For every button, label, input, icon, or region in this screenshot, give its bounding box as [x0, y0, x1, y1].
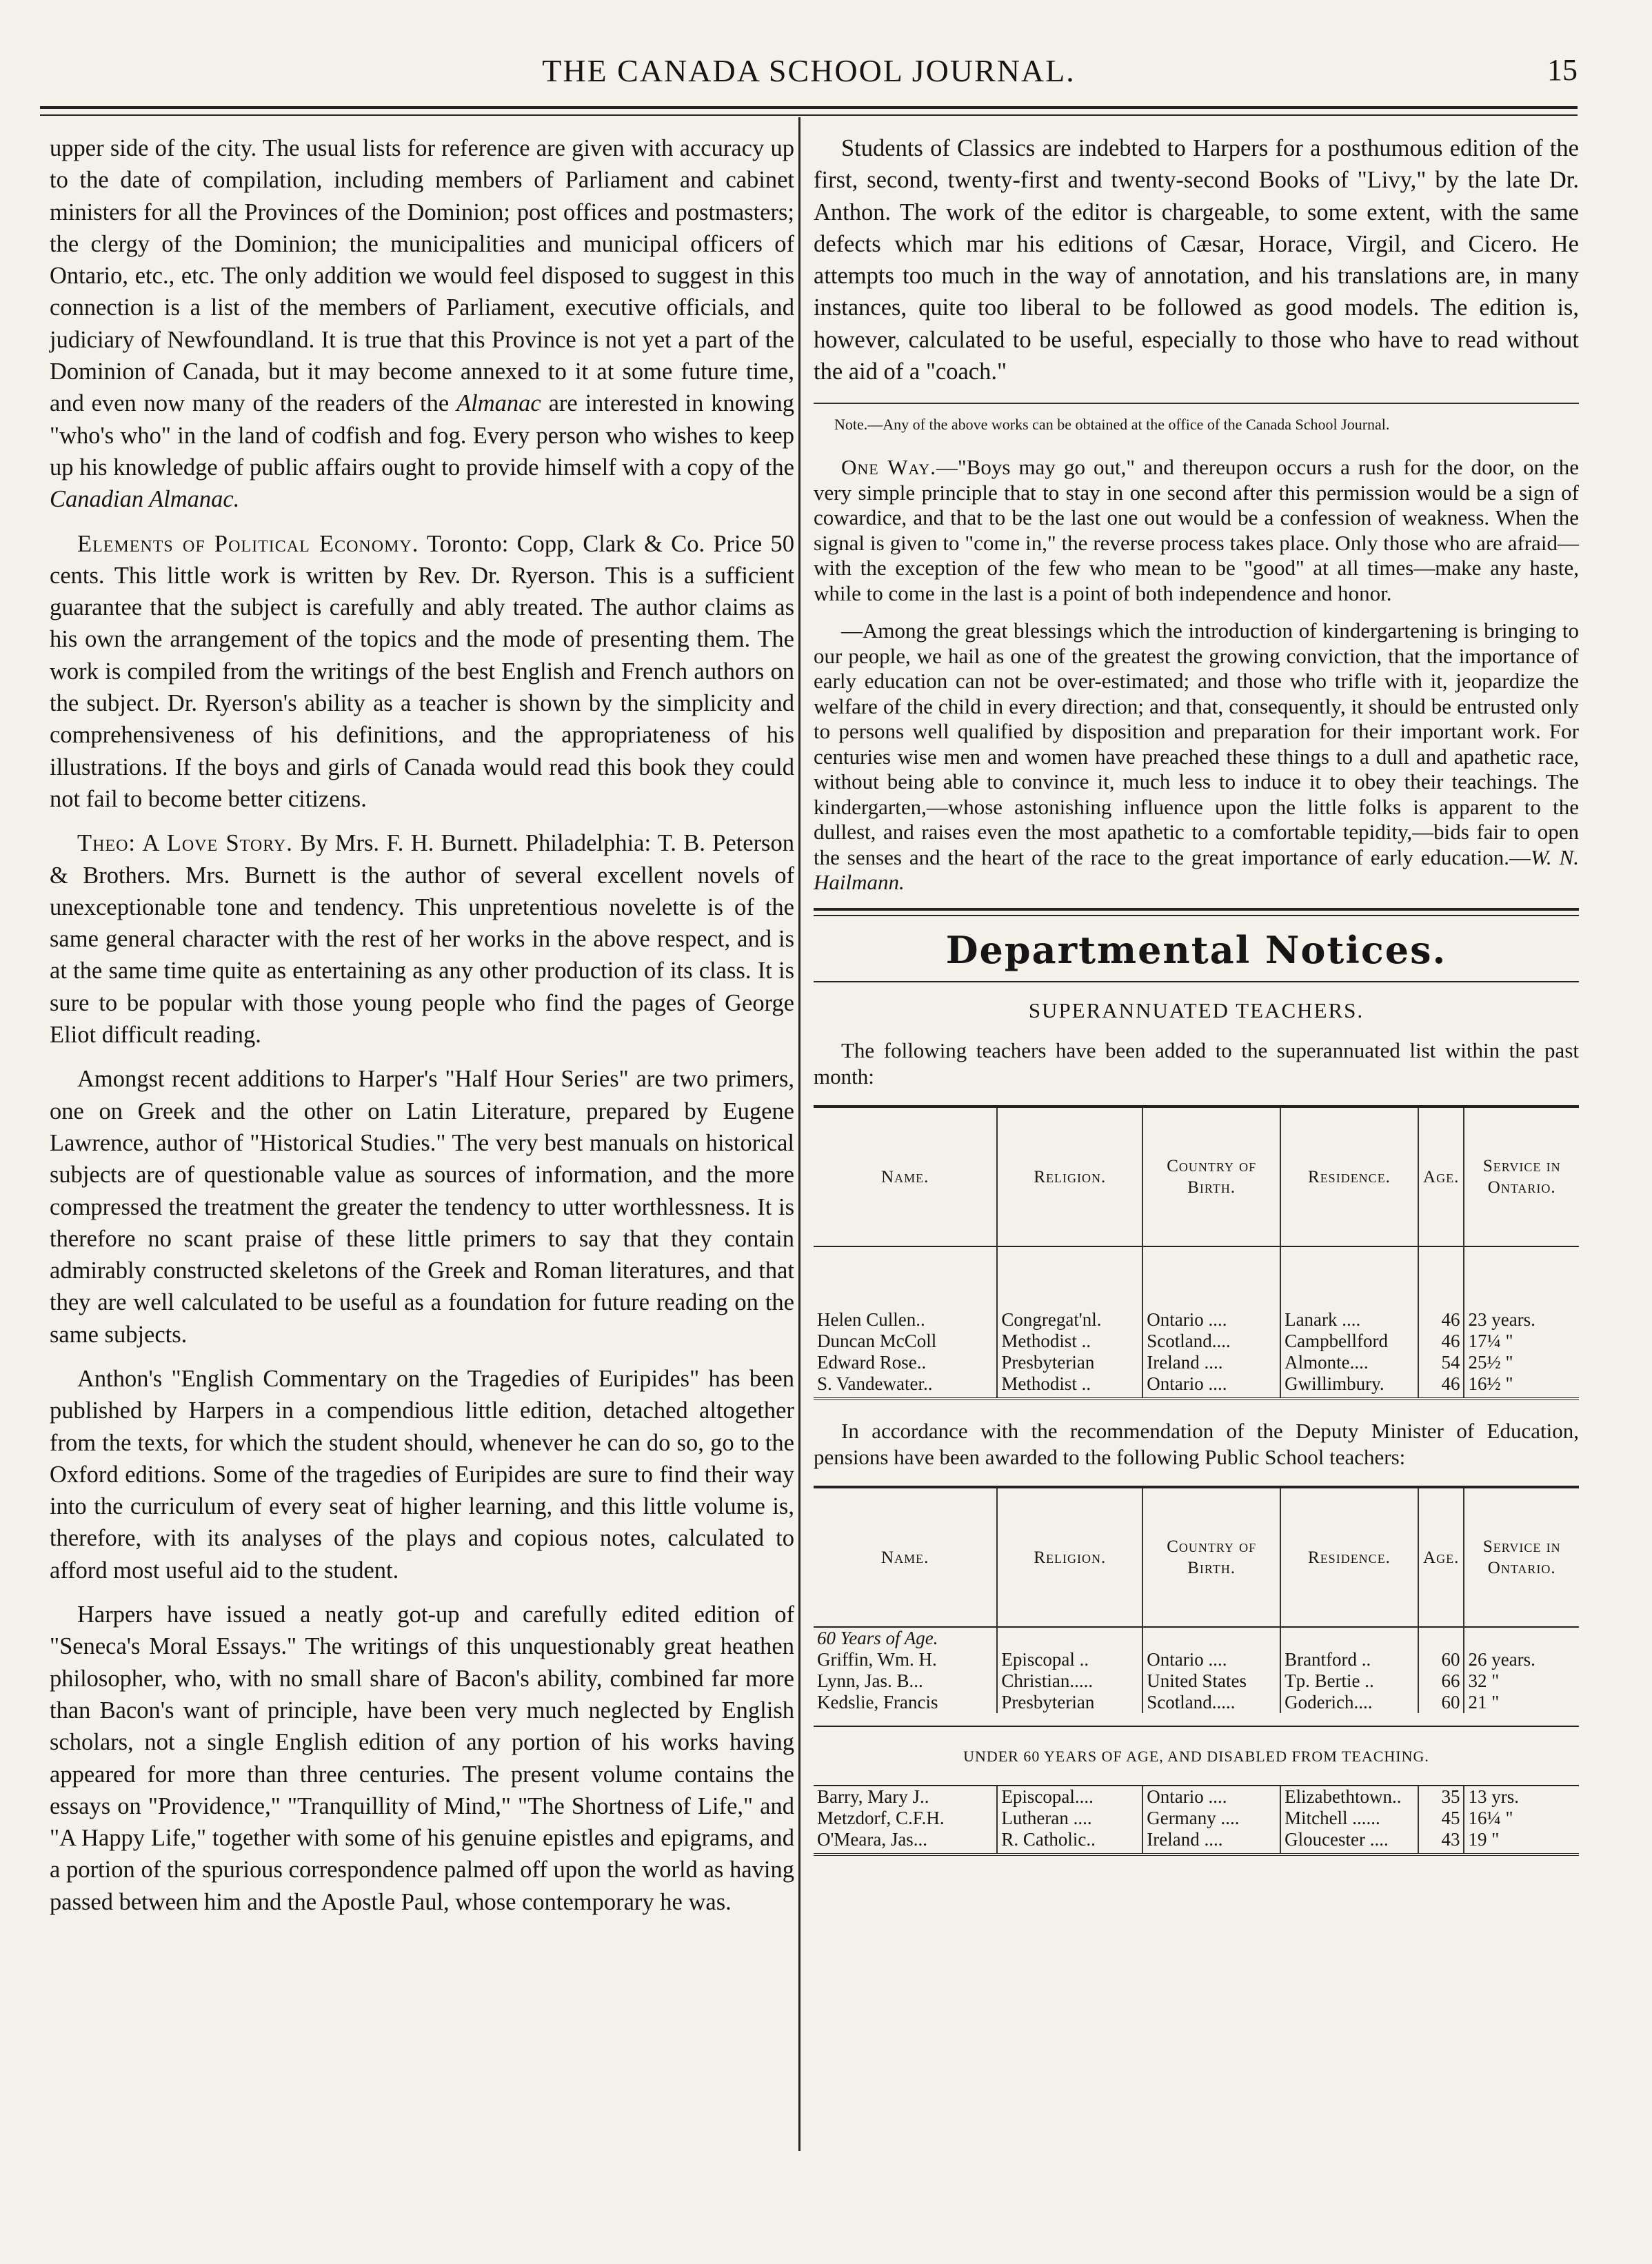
section-rule: [814, 908, 1579, 911]
signature: W. N. Hailmann.: [814, 845, 1580, 895]
header-rule: [40, 106, 1578, 109]
item-title: One Way.: [841, 455, 937, 480]
header-rule-thin: [40, 114, 1578, 116]
paragraph-theo: Theo: A Love Story. By Mrs. F. H. Burnett. Philadelphia: T. B. Peterson & Brothers. Mrs. Burnett is the author of several excellent novels of unexceptionable tone and tendency. This unpretentious novelette is of the same general character with the rest of her works in the above respect, and is at the same time quite as entertaining as any other production of its class. It is sure to be popular with those young people who find the pages of George Eliot difficult reading.: [50, 830, 794, 1049]
table-row: Lynn, Jas. B... Christian..... United States Tp. Bertie .. 66 32 ": [814, 1670, 1579, 1692]
col-header-residence: Residence.: [1280, 1106, 1418, 1246]
page-number: 15: [1547, 53, 1578, 87]
table-row: Kedslie, Francis Presbyterian Scotland..... Goderich.... 60 21 ": [814, 1692, 1579, 1713]
page-header: [40, 40, 1578, 102]
review-title: Theo: A Love Story.: [77, 830, 293, 857]
table-row: Barry, Mary J.. Episcopal.... Ontario .... Elizabethtown.. 35 13 yrs.: [814, 1786, 1579, 1808]
col-header-country: Country of Birth.: [1142, 1106, 1280, 1246]
col-header-country: Country of Birth.: [1142, 1487, 1280, 1627]
departmental-notices-heading: Departmental Notices.: [814, 926, 1579, 982]
col-header-religion: Religion.: [997, 1487, 1142, 1627]
col-header-service: Service in Ontario.: [1482, 1157, 1561, 1197]
paragraph-half-hour-series: Amongst recent additions to Harper's "Half Hour Series" are two primers, one on Greek and the other on Latin Literature, prepared by Eugene Lawrence, author of "Historical Studies." The very best manuals on historical subjects are of questionable value as sources of information, and the more compressed the treatment the greater the tendency to utter worthlessness. It is therefore no scant praise of these little primers to say that they contain admirably constructed skeletons of the Greek and Roman literatures, and that they are well calculated to be useful as a foundation for future reading on the same subjects.: [50, 1066, 794, 1348]
col-header-age: Age.: [1418, 1106, 1464, 1246]
col-header-name: Name.: [814, 1487, 997, 1627]
table-row: O'Meara, Jas... R. Catholic.. Ireland .... Gloucester .... 43 19 ": [814, 1829, 1579, 1854]
table-row: Edward Rose.. Presbyterian Ireland .... Almonte.... 54 25½ ": [814, 1352, 1579, 1373]
note: Note.—Any of the above works can be obtained at the office of the Canada School Journal.: [814, 403, 1579, 434]
paragraph-livy: Students of Classics are indebted to Harpers for a posthumous edition of the first, second, twenty-first and twenty-second Books of "Livy," by the late Dr. Anthon. The work of the editor is chargeable, to some extent, with the same defects which mar his editions of Cæsar, Horace, Virgil, and Cicero. He attempts too much in the way of annotation, and his translations are, in many instances, quite too liberal to be followed as good models. The edition is, however, calculated to be useful, especially to those who have to read without the aid of a "coach.": [814, 135, 1579, 385]
table-row: Helen Cullen.. Congregat'nl. Ontario .... Lanark .... 46 23 years.: [814, 1309, 1579, 1331]
pension-table: [814, 1486, 1579, 1713]
right-column: [814, 132, 1579, 1856]
table-row: Metzdorf, C.F.H. Lutheran .... Germany .... Mitchell ...... 45 16¼ ": [814, 1808, 1579, 1829]
table1-intro: The following teachers have been added to the superannuated list within the past month:: [814, 1038, 1579, 1089]
col-header-service: Service in Ontario.: [1482, 1537, 1561, 1578]
paragraph-euripides: Anthon's "English Commentary on the Tragedies of Euripides" has been published by Harpers in a compendious little edition, detached altogether from the texts, for which the student should, whenever he can do so, go to the Oxford editions. Some of the tragedies of Euripides are sure to find their way into the curriculum of every seat of higher learning, and this little volume is, therefore, with its analyses of the plays and copious notes, calculated to afford most useful aid to the student.: [50, 1365, 794, 1584]
col-header-name: Name.: [814, 1106, 997, 1246]
col-header-religion: Religion.: [997, 1106, 1142, 1246]
table-row: Griffin, Wm. H. Episcopal .. Ontario .... Brantford .. 60 26 years.: [814, 1649, 1579, 1670]
paragraph-kindergarten: —Among the great blessings which the introduction of kindergartening is bringing to our people, we hail as one of the greatest the growing conviction, that the importance of early education can not be over-estimated; and those who trifle with it, jeopardize the welfare of the child in every direction; and that, consequently, it should be entrusted only to persons well qualified by disposition and preparation for their important work. For centuries wise men and women have preached these things to a dull and apathetic race, without being able to convince it, much less to induce it to obey their teachings. The kindergarten,—whose astonishing influence upon the little folks is apparent to the dullest, and raises even the most apathetic to a comfortable tepidity,—bids fair to open the senses and the heart of the race to the great importance of early education.—W. N. Hailmann.: [814, 618, 1580, 895]
group-label-row: [814, 1627, 1579, 1649]
col-header-age: Age.: [1418, 1487, 1464, 1627]
paragraph-almanac: upper side of the city. The usual lists for reference are given with accuracy up to the date of compilation, including members of Parliament and cabinet ministers for all the Provinces of the Dominion; post offices and postmasters; the clergy of the Dominion; the municipalities and municipal officers of Ontario, etc., etc. The only addition we would feel disposed to suggest in this connection is a list of the members of Parliament, executive officials, and judiciary of Newfoundland. It is true that this Province is not yet a part of the Dominion of Canada, but it may become annexed to it at some future time, and even now many of the readers of the Almanac are interested in knowing "who's who" in the land of codfish and fog. Every person who wishes to keep up his knowledge of public affairs ought to provide himself with a copy of the Canadian Almanac.: [50, 135, 794, 513]
column-divider: [798, 117, 800, 2151]
table2-intro: In accordance with the recommendation of the Deputy Minister of Education, pensions have been awarded to the following Public School teachers:: [814, 1419, 1579, 1470]
paragraph-one-way: One Way.—"Boys may go out," and thereupon occurs a rush for the door, on the very simple principle that to stay in one second after this permission would be a sign of cowardice, and that to be the last one out would be a confession of weakness. When the signal is given to "come in," the reverse process takes place. Only those who are afraid—with the exception of the few who mean to be "good" at all times—make any haste, while to come in the last is a point of both independence and honor.: [814, 455, 1579, 605]
review-title: Elements of Political Economy.: [77, 530, 419, 557]
running-title: THE CANADA SCHOOL JOURNAL.: [542, 53, 1076, 88]
section-rule-thin: [814, 915, 1579, 916]
col-header-residence: Residence.: [1280, 1487, 1418, 1627]
table-row: Duncan McColl Methodist .. Scotland.... Campbellford 46 17¼ ": [814, 1331, 1579, 1352]
disabled-pension-table: [814, 1786, 1579, 1856]
paragraph-political-economy: Elements of Political Economy. Toronto: Copp, Clark & Co. Price 50 cents. This little work is written by Rev. Dr. Ryerson. This is a sufficient guarantee that the subject is carefully and ably treated. The author claims as his own the arrangement of the topics and the mode of presenting them. The work is compiled from the writings of the best English and French authors on the subject. Dr. Ryerson's ability as a teacher is shown by the simplicity and comprehensiveness of his definitions, and the appropriateness of his illustrations. If the boys and girls of Canada would read this book they could not fail to become better citizens.: [50, 530, 794, 812]
table-row: S. Vandewater.. Methodist .. Ontario .... Gwillimbury. 46 16½ ": [814, 1373, 1579, 1399]
superannuated-table: [814, 1105, 1579, 1400]
superannuated-heading: SUPERANNUATED TEACHERS.: [1028, 998, 1364, 1022]
group-caption: UNDER 60 YEARS OF AGE, AND DISABLED FROM TEACHING.: [814, 1726, 1579, 1786]
group-label: 60 Years of Age.: [814, 1627, 997, 1649]
paragraph-seneca: Harpers have issued a neatly got-up and carefully edited edition of "Seneca's Moral Essays." The writings of this unquestionably great heathen philosopher, who, with no small share of Bacon's ability, combined far more than Bacon's want of principle, have been very much neglected by English scholars, not a single English edition of any portion of his works having appeared for more than three centuries. The present volume contains the essays on "Providence," "Tranquillity of Mind," "The Shortness of Life," and "A Happy Life," together with some of his genuine epistles and epigrams, and a portion of the spurious correspondence palmed off upon the world as having passed between him and the Apostle Paul, whose contemporary he was.: [50, 1601, 794, 1915]
left-column: [50, 132, 794, 1930]
